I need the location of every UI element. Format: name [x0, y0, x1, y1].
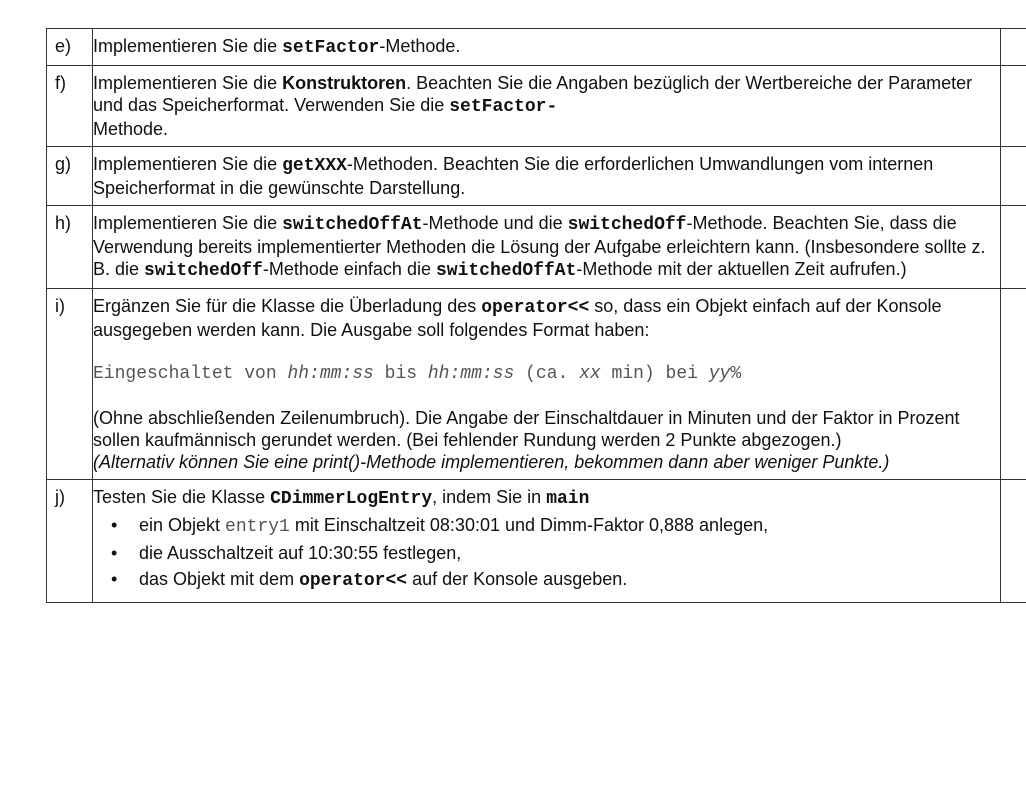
- task-label: h): [47, 206, 93, 289]
- code-segment: getXXX: [282, 156, 347, 176]
- task-label: j): [47, 480, 93, 603]
- alternative-note: (Alternativ können Sie eine print()-Methode implementieren, bekommen dann aber weniger Punkte.): [93, 452, 890, 472]
- list-item: [93, 542, 992, 564]
- task-row-e: [47, 29, 1026, 66]
- code-segment: operator<<: [481, 298, 590, 318]
- text-segment: ein Objekt: [139, 515, 226, 535]
- bullet-list: [93, 514, 992, 592]
- output-format-example: [93, 363, 992, 385]
- text-segment: Implementieren Sie die: [93, 36, 283, 56]
- code-segment: operator<<: [299, 571, 408, 591]
- code-segment: switchedOffAt: [282, 215, 423, 235]
- bullet-icon: •: [111, 515, 118, 535]
- text-segment: , indem Sie in: [432, 487, 547, 507]
- code-segment: entry1: [225, 517, 290, 537]
- text-segment: Implementieren Sie die: [93, 213, 283, 233]
- task-label: f): [47, 66, 93, 147]
- task-table: [46, 28, 1026, 603]
- text-segment: Testen Sie die Klasse: [93, 487, 271, 507]
- code-segment: switchedOff: [144, 261, 263, 281]
- text-segment: Implementieren Sie die: [93, 154, 283, 174]
- task-text: [93, 480, 1001, 603]
- points-cell: [1001, 29, 1026, 66]
- format-text: min) bei: [600, 364, 709, 384]
- code-segment: CDimmerLogEntry: [270, 489, 433, 509]
- format-placeholder: xx: [579, 364, 601, 384]
- task-text: [93, 147, 1001, 206]
- format-placeholder: hh:mm:ss: [427, 364, 515, 384]
- code-segment: setFactor-: [449, 97, 558, 117]
- points-cell: [1001, 147, 1026, 206]
- format-text: bis: [373, 364, 428, 384]
- task-row-j: [47, 480, 1026, 603]
- list-item: [93, 568, 992, 592]
- text-segment: Implementieren Sie die: [93, 73, 283, 93]
- text-segment: Methode.: [93, 119, 169, 139]
- points-cell: [1001, 206, 1026, 289]
- code-segment: switchedOff: [567, 215, 687, 235]
- bullet-icon: •: [111, 569, 118, 589]
- list-item: [93, 514, 992, 538]
- text-segment: -Methode.: [379, 36, 461, 56]
- task-text: [93, 29, 1001, 66]
- format-text: Eingeschaltet von: [93, 364, 288, 384]
- text-segment: Ergänzen Sie für die Klasse die Überladung des: [93, 296, 482, 316]
- text-segment: mit Einschaltzeit 08:30:01 und Dimm-Faktor 0,888 anlegen,: [289, 515, 769, 535]
- task-label: e): [47, 29, 93, 66]
- bullet-icon: •: [111, 543, 118, 563]
- format-placeholder: hh:mm:ss: [287, 364, 374, 384]
- task-sheet: [46, 28, 1026, 603]
- text-segment: das Objekt mit dem: [139, 569, 300, 589]
- task-label: i): [47, 289, 93, 480]
- task-text: [93, 289, 1001, 480]
- code-segment: switchedOffAt: [435, 261, 577, 281]
- task-paragraph: (Ohne abschließenden Zeilenumbruch). Die Angabe der Einschaltdauer in Minuten und der Faktor in Prozent sollen kaufmännisch gerundet werden. (Bei fehlender Rundung werden 2 Punkte abgezogen.): [93, 408, 960, 450]
- text-segment: die Ausschaltzeit auf 10:30:55 festlegen,: [139, 543, 462, 563]
- text-segment: auf der Konsole ausgeben.: [407, 569, 628, 589]
- text-segment: -Methode einfach die: [262, 259, 436, 279]
- format-text: %: [730, 364, 742, 384]
- points-cell: [1001, 66, 1026, 147]
- task-text: [93, 66, 1001, 147]
- task-row-i: [47, 289, 1026, 480]
- format-placeholder: yy: [708, 364, 731, 384]
- task-label: g): [47, 147, 93, 206]
- task-paragraph: [93, 295, 992, 341]
- text-segment: . Beachten Sie die Angaben bezüglich der Wertbereiche der Parameter und das Speicherformat. Verwenden Sie die: [93, 73, 973, 115]
- text-segment: -Methode. Beachten Sie, dass die Verwendung bereits implementierter Methoden die Lösung der Aufgabe erleichtern kann. (Insbesondere sollte z. B. die: [93, 213, 986, 279]
- format-text: (ca.: [514, 364, 580, 384]
- text-segment: so, dass ein Objekt einfach auf der Konsole ausgegeben werden kann. Die Ausgabe soll folgendes Format haben:: [93, 296, 942, 340]
- task-text: [93, 206, 1001, 289]
- task-row-h: [47, 206, 1026, 289]
- task-row-g: [47, 147, 1026, 206]
- code-segment: setFactor: [282, 38, 380, 58]
- points-cell: [1001, 289, 1026, 480]
- text-segment: -Methode und die: [422, 213, 568, 233]
- bold-segment: Konstruktoren: [282, 73, 407, 93]
- text-segment: -Methode mit der aktuellen Zeit aufrufen.): [576, 259, 907, 279]
- text-segment: -Methoden. Beachten Sie die erforderlichen Umwandlungen vom internen Speicherformat in die gewünschte Darstellung.: [93, 154, 934, 198]
- task-paragraph: [93, 486, 992, 510]
- code-segment: main: [546, 489, 590, 509]
- task-row-f: [47, 66, 1026, 147]
- points-cell: [1001, 480, 1026, 603]
